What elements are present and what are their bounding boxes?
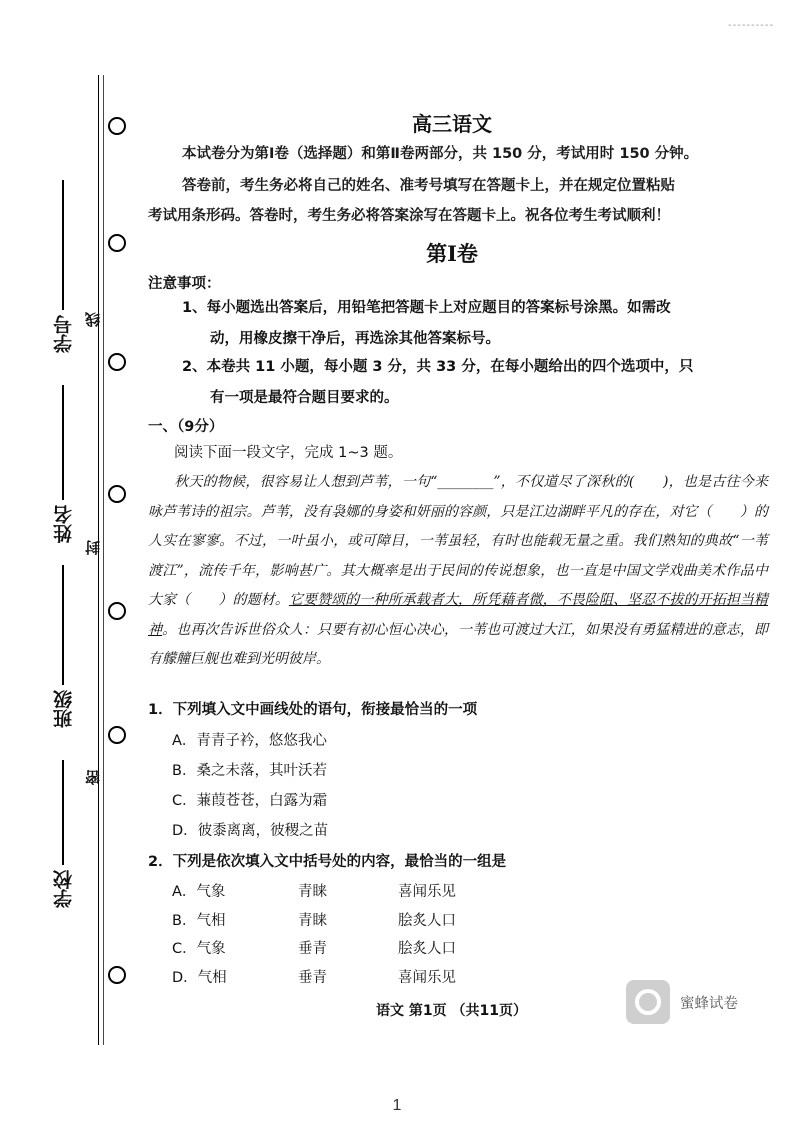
exam-title: 高三语文 [412,112,492,136]
passage-text-b: 。也再次告诉世俗众人：只要有初心恒心决心，一苇也可渡过大江，如果没有勇猛精进的意志，即有艨艟巨舰也难到光明彼岸。 [148,621,768,667]
notice-item-2b: 有一项是最符合题目要求的。 [210,390,399,406]
binding-line [98,75,99,1045]
part-heading: 一、（9分） [148,419,224,435]
name-label: 姓名 [53,505,75,543]
punch-hole-icon [108,353,126,371]
q2-stem: 2．下列是依次填入文中括号处的内容，最恰当的一组是 [148,854,507,870]
page-footer: 语文 第1页 （共11页） [376,1003,527,1019]
notice-item-1a: 1、每小题选出答案后，用铅笔把答题卡上对应题目的答案标号涂黑。如需改 [182,300,671,316]
bee-logo-icon [626,980,670,1024]
punch-hole-icon [108,966,126,984]
page-number: 1 [392,1097,402,1114]
school-label: 学校 [53,870,75,908]
intro-line-3: 考试用条形码。答卷时，考生务必将答案涂写在答题卡上。祝各位考生考试顺利！ [148,208,670,224]
q2-a-col1: A．气象 [172,884,226,900]
q2-c-col2: 垂青 [298,941,327,957]
school-field[interactable] [62,760,64,865]
notice-item-2a: 2、本卷共 11 小题，每小题 3 分，共 33 分，在每小题给出的四个选项中，只 [182,359,694,375]
q2-b-col2: 青睐 [298,913,327,929]
binding-line-inner [103,75,104,1045]
q1-option-a[interactable]: A．青青子衿，悠悠我心 [172,733,327,749]
q2-a-col2: 青睐 [298,884,327,900]
q2-d-col2: 垂青 [298,970,327,986]
q1-option-c[interactable]: C．蒹葭苍苍，白露为霜 [172,793,328,809]
reading-passage [148,468,768,675]
q2-c-col3: 脍炙人口 [398,941,456,957]
name-field[interactable] [62,385,64,500]
notice-heading: 注意事项： [148,276,221,292]
punch-hole-icon [108,602,126,620]
q2-b-col3: 脍炙人口 [398,913,456,929]
seal-seal-mark: 封 [84,540,102,555]
q2-c-col1: C．气象 [172,941,226,957]
q2-a-col3: 喜闻乐见 [398,884,456,900]
punch-hole-icon [108,485,126,503]
class-field[interactable] [62,565,64,685]
q2-d-col3: 喜闻乐见 [398,970,456,986]
q1-option-b[interactable]: B．桑之未落，其叶沃若 [172,763,327,779]
part-instruction: 阅读下面一段文字，完成 1~3 题。 [174,445,403,461]
section-title: 第Ⅰ卷 [426,241,478,266]
brand-name: 蜜蜂试卷 [680,995,738,1012]
seal-secret-mark: 密 [84,770,102,785]
brand-watermark [626,980,738,1024]
q1-stem: 1．下列填入文中画线处的语句，衔接最恰当的一项 [148,702,478,718]
punch-hole-icon [108,726,126,744]
header-dots: ---------- [728,20,775,31]
passage-text-a: 秋天的物候，很容易让人想到芦苇，一句“________”，不仅道尽了深秋的( )，也是古往今来咏芦苇诗的祖宗。芦苇，没有袅娜的身姿和妍丽的容颜，只是江边湖畔平凡的存在，对它（ ）的人实在寥寥。不过，一叶虽小，或可障目，一苇虽轻，有时也能载无量之重。我们熟知的典故“一苇渡江”，流传千年，影响甚广。其大概率是出于民间的传说想象，也一直是中国文学戏曲美术作品中大家（ ）的题材。 [148,474,768,608]
notice-item-1b: 动，用橡皮擦干净后，再选涂其他答案标号。 [210,331,500,347]
q2-b-col1: B．气相 [172,913,226,929]
class-label: 班级 [53,690,75,728]
q1-option-d[interactable]: D．彼黍离离，彼稷之苗 [172,823,329,839]
seal-line-mark: 线 [84,312,102,327]
passage-underlined: 它要赞颂的一种所承载者大，所凭藉者微，不畏险阻、坚忍不拔的开拓担当精神 [148,592,769,638]
intro-line-1: 本试卷分为第Ⅰ卷（选择题）和第Ⅱ卷两部分，共 150 分，考试用时 150 分钟。 [182,146,699,162]
student-id-label: 学号 [53,315,75,353]
q2-d-col1: D．气相 [172,970,227,986]
intro-line-2: 答卷前，考生务必将自己的姓名、准考号填写在答题卡上，并在规定位置粘贴 [182,178,675,194]
